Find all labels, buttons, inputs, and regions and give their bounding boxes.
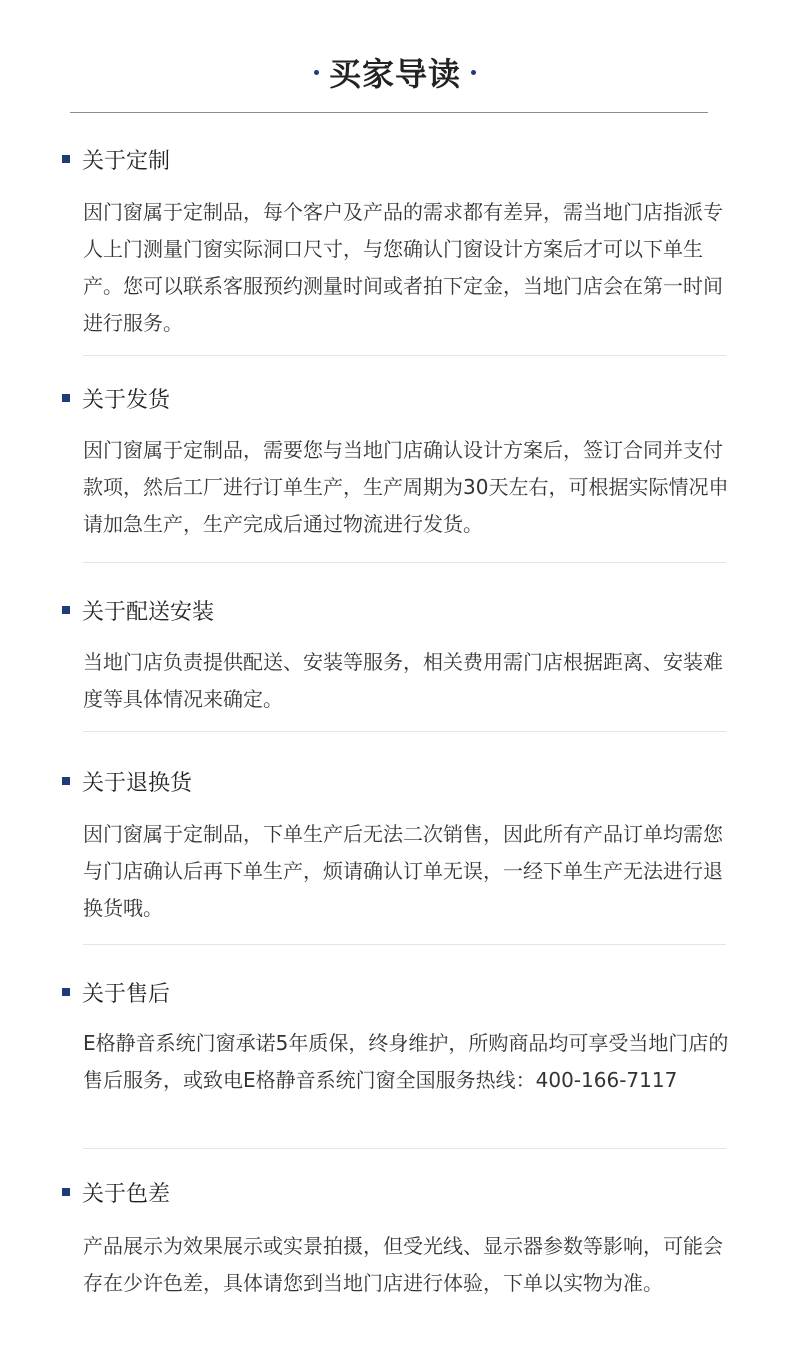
section-divider	[83, 1148, 726, 1149]
section-body: E格静音系统门窗承诺5年质保，终身维护，所购商品均可享受当地门店的售后服务，或致电E格静音系统门窗全国服务热线：400-166-7117	[83, 1031, 729, 1092]
section-heading	[62, 595, 214, 625]
section-divider	[83, 731, 726, 732]
page-header	[0, 46, 790, 98]
section-heading	[62, 766, 192, 796]
square-bullet-icon	[62, 606, 70, 614]
square-bullet-icon	[62, 1188, 70, 1196]
square-bullet-icon	[62, 155, 70, 163]
section-heading	[62, 383, 170, 413]
title-dot-right	[471, 70, 476, 75]
title-dot-left	[314, 70, 319, 75]
section-title: 关于配送安装	[82, 599, 215, 625]
section-body: 因门窗属于定制品，下单生产后无法二次销售，因此所有产品订单均需您与门店确认后再下单生产，烦请确认订单无误，一经下单生产无法进行退换货哦。	[83, 822, 723, 920]
page-title: 买家导读	[328, 55, 461, 93]
section-heading	[62, 977, 170, 1007]
section-title: 关于售后	[82, 981, 171, 1007]
section-title: 关于退换货	[82, 770, 193, 796]
square-bullet-icon	[62, 777, 70, 785]
square-bullet-icon	[62, 988, 70, 996]
section-title: 关于定制	[82, 148, 171, 174]
title-underline	[70, 112, 708, 113]
square-bullet-icon	[62, 394, 70, 402]
section-heading	[62, 144, 170, 174]
section-body: 产品展示为效果展示或实景拍摄，但受光线、显示器参数等影响，可能会存在少许色差，具体请您到当地门店进行体验，下单以实物为准。	[83, 1234, 723, 1295]
section-divider	[83, 355, 726, 356]
section-title: 关于发货	[82, 387, 171, 413]
section-body: 因门窗属于定制品，每个客户及产品的需求都有差异，需当地门店指派专人上门测量门窗实际洞口尺寸，与您确认门窗设计方案后才可以下单生产。您可以联系客服预约测量时间或者拍下定金，当地门店会在第一时间进行服务。	[83, 200, 723, 335]
section-heading	[62, 1177, 170, 1207]
section-body: 当地门店负责提供配送、安装等服务，相关费用需门店根据距离、安装难度等具体情况来确定。	[83, 650, 723, 711]
section-body: 因门窗属于定制品，需要您与当地门店确认设计方案后，签订合同并支付款项，然后工厂进行订单生产，生产周期为30天左右，可根据实际情况申请加急生产，生产完成后通过物流进行发货。	[83, 438, 729, 536]
section-divider	[83, 944, 726, 945]
section-divider	[83, 562, 726, 563]
section-title: 关于色差	[82, 1181, 171, 1207]
